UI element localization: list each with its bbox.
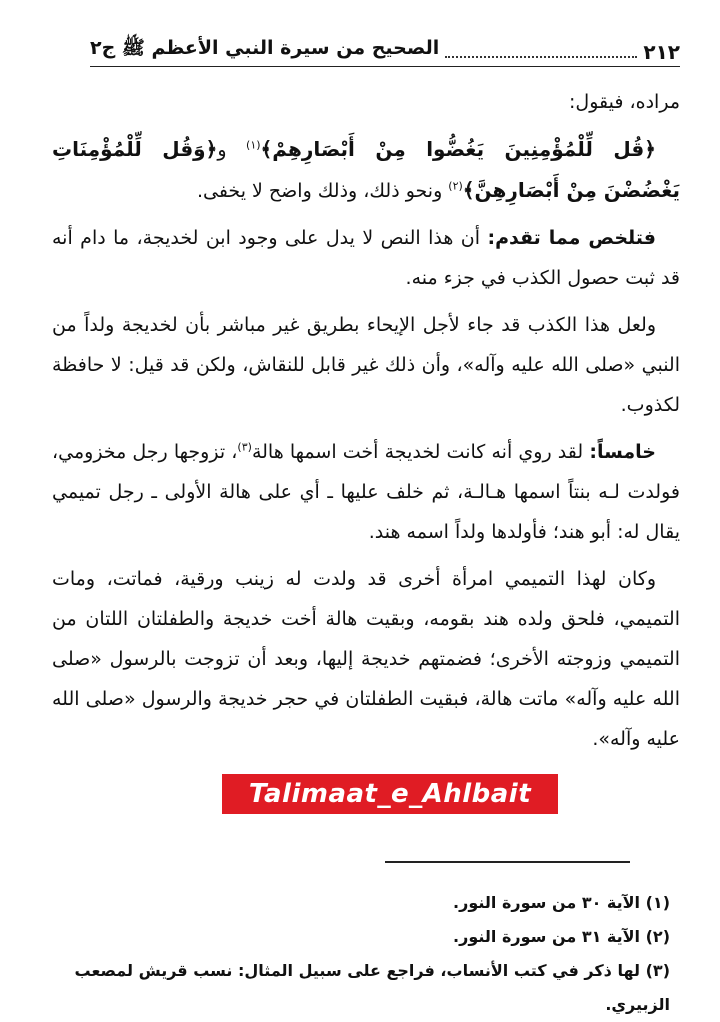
header-leader-dots [445,56,637,58]
footnote-divider [385,861,630,863]
watermark-banner [222,774,558,814]
paragraph-text: مراده، فيقول: [569,91,680,113]
main-text [52,82,680,766]
paragraph-quran-verses [52,129,680,211]
paragraph-text: وكان لهذا التميمي امرأة أخرى قد ولدت له زينب ورقية، فماتت، ومات التميمي، فلحق ولده هند بقومه، وبقيت هالة أخت خديجة والطفلتان اللتان من التميمي وزوجته الأخرى؛ فضمتهم خديجة إليها، وبعد أن تزوجت بالرسول «صلى الله عليه وآله» ماتت هالة، فبقيت الطفلتان في حجر خديجة والرسول «صلى الله عليه وآله». [52,568,680,750]
footnote-ref: (٢) [448,179,463,193]
footnote-ref: (٣) [237,440,252,454]
paragraph-summary [52,218,680,298]
page-header [90,30,680,67]
quran-verse: ﴿وَقُل لِّلْمُؤْمِنَاتِ يَغْضُضْنَ مِنْ أَبْصَارِهِنَّ﴾ [52,137,680,202]
footnote-item: (٣) لها ذكر في كتب الأنساب، فراجع على سبيل المثال: نسب قريش لمصعب الزبيري. [74,961,670,1014]
book-title: الصحيح من سيرة النبي الأعظم ﷺ ج٢ [90,37,440,59]
paragraph-tamimi [52,559,680,759]
paragraph-lead: خامساً: [589,441,657,463]
footnote-item: (٢) الآية ٣١ من سورة النور. [453,927,670,946]
paragraph-text: لقد روي أنه كانت لخديجة أخت اسمها هالة [251,441,590,463]
paragraph-text: ، تزوجها رجل مخزومي، فولدت لـه بنتاً اسمها هـالـة، ثم خلف عليها ـ أي على هالة الأولى ـ رجل تميمي يقال له: أبو هند؛ فأولدها ولداً اسمه هند. [52,441,680,543]
paragraph-lead: فتلخص مما تقدم: [487,227,656,249]
conjunction-text: و [217,139,247,161]
watermark-text: Talimaat_e_Ahlbait [248,779,532,809]
paragraph-text: ونحو ذلك، وذلك واضح لا يخفى. [196,180,449,202]
paragraph-lie [52,305,680,425]
paragraph-text: أن هذا النص لا يدل على وجود ابن لخديجة، ما دام أنه قد ثبت حصول الكذب في جزء منه. [52,227,680,289]
page-number: ٢١٢ [643,40,680,64]
footnotes [70,886,670,1022]
footnote-item: (١) الآية ٣٠ من سورة النور. [453,893,670,912]
paragraph-intro [52,82,680,122]
paragraph-fifth [52,432,680,552]
footnote-ref: (١) [246,138,261,152]
quran-verse: ﴿قُل لِّلْمُؤْمِنِينَ يَغُضُّوا مِنْ أَبْصَارِهِمْ﴾ [260,137,656,161]
paragraph-text: ولعل هذا الكذب قد جاء لأجل الإيحاء بطريق غير مباشر بأن لخديجة ولداً من النبي «صلى الله عليه وآله»، وأن ذلك غير قابل للنقاش، ولكن قد قيل: لا حافظة لكذوب. [52,314,680,416]
